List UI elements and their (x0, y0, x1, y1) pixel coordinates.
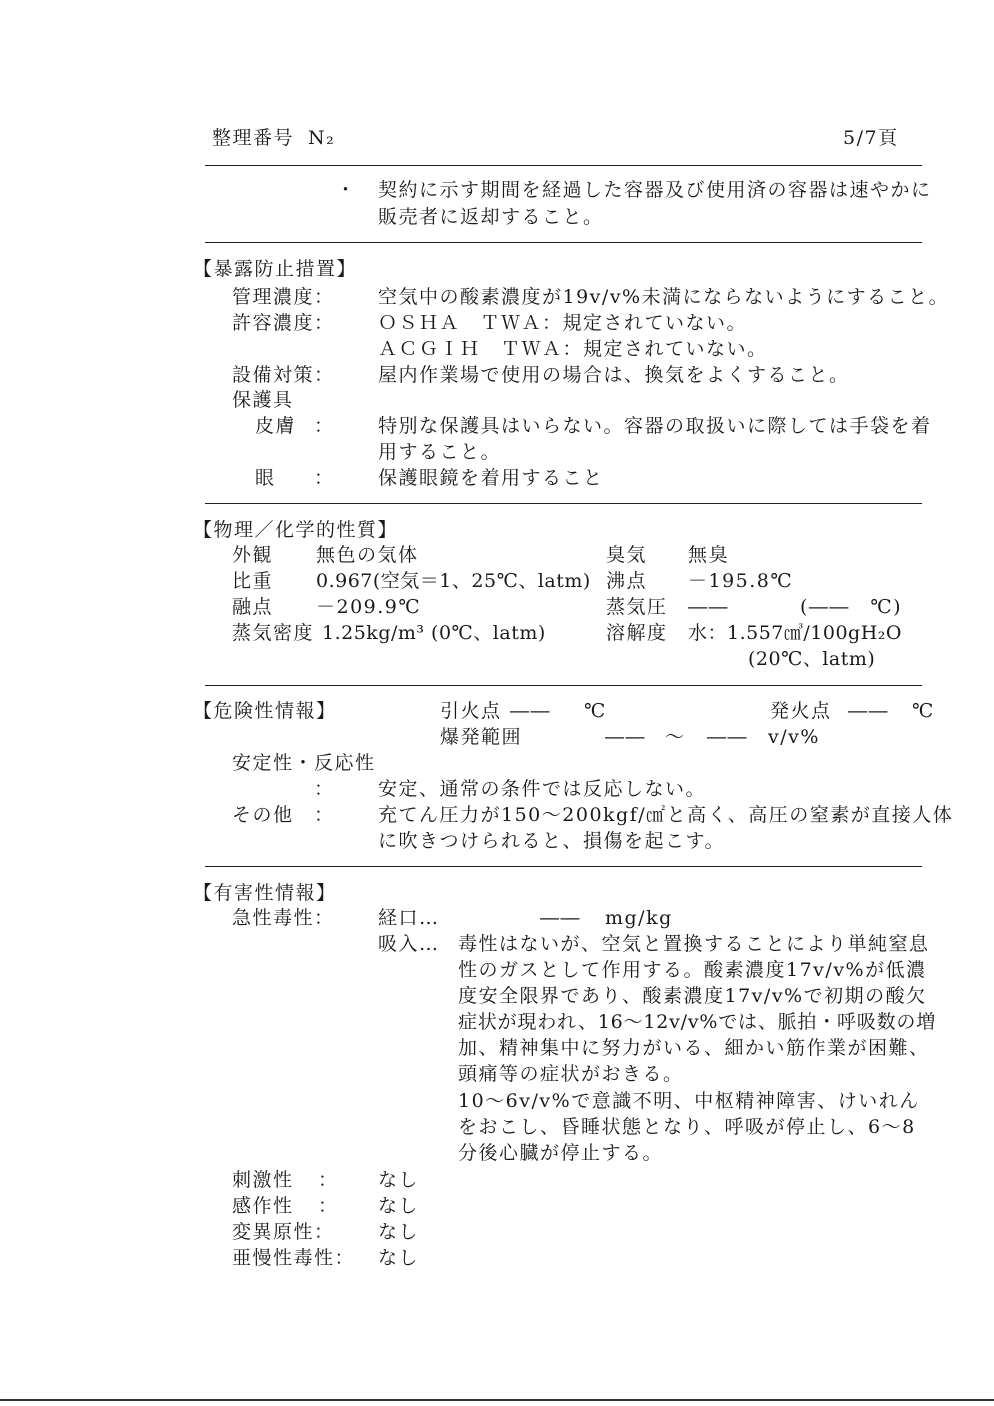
ignition-point-label: 発火点 (770, 700, 832, 722)
stability-colon: ： (314, 778, 335, 800)
subchronic-toxicity-label: 亜慢性毒性： (232, 1247, 356, 1269)
scan-edge-line (0, 1399, 994, 1401)
inhalation-line: 10～6v/v%で意識不明、中枢精神障害、けいれん (458, 1090, 920, 1112)
odor-label: 臭気 (606, 544, 648, 566)
melting-point-value: －209.9℃ (316, 596, 422, 618)
equipment-measures-value: 屋内作業場で使用の場合は、換気をよくすること。 (378, 364, 850, 386)
ignition-point-unit: ℃ (912, 700, 935, 722)
other-hazard-colon: ： (314, 804, 335, 826)
flash-point-value: ―― (510, 700, 551, 722)
oral-label: 経口… (378, 907, 440, 929)
osha-twa-value: ＯＳＨＡ ＴＷＡ：規定されていない。 (378, 312, 748, 334)
specific-gravity-label: 比重 (232, 570, 274, 592)
vapor-density-value: 1.25kg/m³ (0℃、latm) (322, 622, 546, 644)
inhalation-line: 症状が現われ、16～12v/v%では、脈拍・呼吸数の増 (458, 1011, 937, 1033)
intro-line-1: 契約に示す期間を経過した容器及び使用済の容器は速やかに (378, 179, 932, 201)
solubility-condition: (20℃、latm) (748, 648, 876, 670)
section-divider (205, 866, 922, 867)
other-hazard-label: その他 (232, 804, 294, 826)
melting-point-label: 融点 (232, 596, 274, 618)
section-divider (205, 503, 922, 504)
inhalation-line: 加、精神集中に努力がいる、細かい筋作業が困難、 (458, 1037, 930, 1059)
reference-number-value: N₂ (308, 127, 336, 149)
inhalation-label: 吸入… (378, 933, 440, 955)
reference-number-label: 整理番号 (212, 127, 295, 149)
odor-value: 無臭 (688, 544, 730, 566)
protective-equipment-label: 保護具 (232, 389, 294, 411)
explosion-range-unit: v/v% (768, 726, 820, 748)
subchronic-toxicity-value: なし (378, 1247, 420, 1269)
inhalation-line: 性のガスとして作用する。酸素濃度17v/v%が低濃 (458, 959, 927, 981)
irritation-value: なし (378, 1169, 420, 1191)
other-hazard-line-2: に吹きつけられると、損傷を起こす。 (378, 830, 725, 852)
explosion-range-high: ―― (707, 726, 748, 748)
physical-section-title: 【物理／化学的性質】 (193, 519, 399, 541)
specific-gravity-value: 0.967(空気＝1、25℃、latm) (316, 570, 591, 592)
inhalation-line: 分後心臓が停止する。 (458, 1142, 664, 1164)
control-concentration-value: 空気中の酸素濃度が19v/v%未満にならないようにすること。 (378, 286, 950, 308)
toxicity-section-title: 【有害性情報】 (193, 882, 337, 904)
oral-unit: mg/kg (605, 907, 673, 929)
skin-value-line-1: 特別な保護具はいらない。容器の取扱いに際しては手袋を着 (378, 415, 932, 437)
eye-value: 保護眼鏡を着用すること (378, 467, 604, 489)
section-divider (205, 685, 922, 686)
appearance-value: 無色の気体 (316, 544, 419, 566)
hazard-section-title: 【危険性情報】 (193, 700, 337, 722)
other-hazard-line-1: 充てん圧力が150～200kgf/㎠と高く、高圧の窒素が直接人体 (378, 804, 954, 826)
oral-value: ―― (540, 907, 581, 929)
skin-colon: ： (314, 415, 335, 437)
inhalation-line: 頭痛等の症状がおきる。 (458, 1063, 684, 1085)
sensitization-value: なし (378, 1195, 420, 1217)
acgih-twa-value: ＡＣＧＩＨ ＴＷＡ：規定されていない。 (378, 338, 768, 360)
sensitization-label: 感作性 (232, 1195, 294, 1217)
flash-point-unit: ℃ (584, 700, 607, 722)
page-number: 5/7頁 (843, 127, 899, 149)
stability-value: 安定、通常の条件では反応しない。 (378, 778, 707, 800)
solubility-label: 溶解度 (606, 622, 668, 644)
section-divider (205, 242, 922, 243)
solubility-value: 水：1.557㎤/100gH₂O (688, 622, 902, 644)
eye-colon: ： (314, 467, 335, 489)
inhalation-line: 度安全限界であり、酸素濃度17v/v%で初期の酸欠 (458, 985, 927, 1007)
skin-value-line-2: 用すること。 (378, 441, 502, 463)
sensitization-colon: ： (318, 1195, 339, 1217)
section-divider (205, 165, 922, 166)
vapor-pressure-temperature: (―― ℃) (800, 596, 903, 618)
ignition-point-value: ―― (848, 700, 889, 722)
flash-point-label: 引火点 (440, 700, 502, 722)
equipment-measures-label: 設備対策： (232, 364, 335, 386)
exposure-section-title: 【暴露防止措置】 (193, 258, 358, 280)
inhalation-line: をおこし、昏睡状態となり、呼吸が停止し、6～8 (458, 1116, 916, 1138)
vapor-pressure-value: ―― (688, 596, 729, 618)
bullet: ・ (336, 179, 357, 201)
vapor-pressure-label: 蒸気圧 (606, 596, 668, 618)
explosion-range-label: 爆発範囲 (440, 726, 523, 748)
irritation-label: 刺激性 (232, 1169, 294, 1191)
permissible-concentration-label: 許容濃度： (232, 312, 335, 334)
mutagenicity-label: 変異原性： (232, 1221, 335, 1243)
skin-label: 皮膚 (255, 415, 297, 437)
acute-toxicity-label: 急性毒性： (232, 907, 335, 929)
mutagenicity-value: なし (378, 1221, 420, 1243)
appearance-label: 外観 (232, 544, 274, 566)
intro-line-2: 販売者に返却すること。 (378, 206, 604, 228)
boiling-point-label: 沸点 (606, 570, 648, 592)
inhalation-line: 毒性はないが、空気と置換することにより単純窒息 (458, 933, 930, 955)
explosion-range-separator: ～ (665, 726, 686, 748)
stability-label: 安定性・反応性 (232, 752, 376, 774)
vapor-density-label: 蒸気密度 (232, 622, 315, 644)
eye-label: 眼 (255, 467, 276, 489)
irritation-colon: ： (318, 1169, 339, 1191)
explosion-range-low: ―― (605, 726, 646, 748)
control-concentration-label: 管理濃度： (232, 286, 335, 308)
boiling-point-value: －195.8℃ (688, 570, 794, 592)
